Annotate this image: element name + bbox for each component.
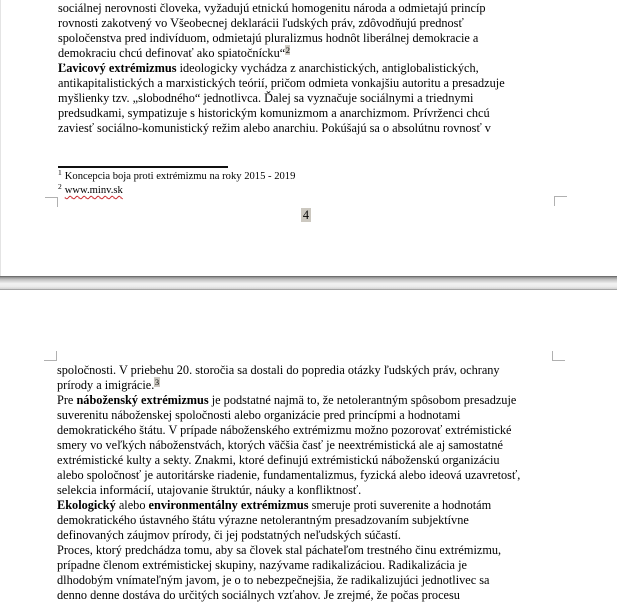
text-segment: demokratického štátu. V prípade náboženského extrémizmu možno pozorovať extrémistické (57, 423, 512, 437)
page2-body-text[interactable] (57, 363, 520, 603)
text-segment: selekcia informácií, utajovanie štruktúr, náuky a konfliktnosť. (57, 483, 362, 497)
text-line[interactable] (58, 1, 505, 16)
text-line[interactable] (57, 363, 520, 378)
text-line[interactable] (57, 423, 520, 438)
text-segment: denno denne dostáva do určitých sociálnych vzťahov. Je zrejmé, že počas procesu (57, 588, 460, 602)
text-segment: alebo spoločnosť je autoritárske riadenie, fundamentalizmus, fyzická alebo ideová uzavretosť, (57, 468, 521, 482)
text-boundary-corner-icon (554, 196, 567, 206)
text-line[interactable] (57, 393, 520, 408)
footnote-line[interactable] (58, 181, 295, 198)
page-number-field[interactable]: 4 (302, 208, 310, 222)
text-segment: Ľavicový extrémizmus (58, 61, 177, 75)
text-line[interactable] (57, 408, 520, 423)
footnote-reference[interactable]: 3 (154, 377, 160, 387)
text-line[interactable] (57, 558, 520, 573)
text-segment: environmentálny extrémizmus (148, 498, 309, 512)
text-line[interactable] (58, 76, 505, 91)
text-line[interactable] (58, 106, 505, 121)
text-line[interactable] (58, 121, 505, 136)
text-segment: myšlienky tzv. „slobodného“ jednotlivca. Ďalej sa vyznačuje sociálnymi a triednymi (58, 91, 474, 105)
footnote-reference[interactable]: 2 (285, 45, 290, 55)
text-line[interactable] (57, 528, 520, 543)
text-segment: alebo (115, 498, 149, 512)
page1-body-text[interactable] (58, 1, 505, 136)
page-2[interactable] (0, 290, 617, 602)
text-line[interactable] (57, 588, 520, 603)
text-segment: Ekologický (57, 498, 116, 512)
text-line[interactable] (57, 438, 520, 453)
text-line[interactable] (58, 61, 505, 76)
text-segment: prírody a imigrácie. (57, 378, 155, 392)
text-line[interactable] (58, 46, 505, 61)
footnote-area[interactable] (58, 170, 295, 198)
text-line[interactable] (57, 378, 520, 393)
footnote-separator-line (58, 166, 228, 168)
text-line[interactable] (58, 91, 505, 106)
text-segment: demokratického ústavného štátu výrazne netolerantným presadzovaním subjektívne (57, 513, 469, 527)
text-boundary-corner-icon (44, 351, 57, 361)
text-segment: náboženský extrémizmus (76, 393, 209, 407)
text-segment: suverenitu náboženskej spoločnosti alebo organizácie pred princípmi a hodnotami (57, 408, 461, 422)
page-1[interactable] (0, 0, 617, 276)
text-segment: spoločnosti. V priebehu 20. storočia sa dostali do popredia otázky ľudských práv, ochrany (57, 363, 500, 377)
text-line[interactable] (57, 498, 520, 513)
text-line[interactable] (58, 31, 505, 46)
text-segment: Pre (57, 393, 77, 407)
text-segment: demokraciu chcú definovať ako spiatočnícku“ (58, 46, 286, 60)
text-line[interactable] (57, 468, 520, 483)
text-line[interactable] (58, 16, 505, 31)
text-line[interactable] (57, 483, 520, 498)
footnote-marker: 2 (58, 181, 62, 191)
text-segment: je podstatné najmä to, že netolerantným spôsobom presadzuje (208, 393, 517, 407)
text-segment: definovaných záujmov prírody, či jej podstatných neľudských súčastí. (57, 528, 401, 542)
text-segment: antikapitalistických a marxistických teórií, pričom odmieta vonkajšiu autoritu a presadzuje (58, 76, 505, 90)
text-segment: Proces, ktorý predchádza tomu, aby sa človek stal páchateľom trestného činu extrémizmu, (57, 543, 502, 557)
text-segment: smery vo veľkých náboženstvách, ktorých väčšia časť je neextrémistická ale aj samostatné (57, 438, 503, 452)
text-segment: smeruje proti suverenite a hodnotám (308, 498, 492, 512)
text-segment: Koncepcia boja proti extrémizmu na roky 2015 - 2019 (64, 171, 296, 182)
text-segment: predsudkami, sympatizuje s historickým komunizmom a anarchizmom. Prívrženci chcú (58, 106, 490, 120)
text-segment: sociálnej nerovnosti človeka, vyžadujú etnickú homogenitu národa a odmietajú princíp (58, 1, 486, 15)
text-segment: prípadne členom extrémistickej skupiny, nazývame radikalizáciou. Radikalizácia je (57, 558, 467, 572)
text-segment: dlhodobým vnímateľným javom, je o to nebezpečnejšia, že radikalizujúci jednotlivec sa (57, 573, 490, 587)
spellchecked-text: www.minv.sk (64, 184, 123, 196)
text-line[interactable] (57, 543, 520, 558)
text-boundary-corner-icon (45, 197, 58, 207)
text-line[interactable] (57, 513, 520, 528)
text-boundary-corner-icon (552, 351, 565, 361)
text-line[interactable] (57, 453, 520, 468)
page-separator-band (0, 276, 617, 290)
text-segment: rovnosti zakotvený vo Všeobecnej deklarácii ľudských práv, zdôvodňujú prednosť (58, 16, 464, 30)
page-footer (58, 208, 554, 223)
text-segment: extrémistické kulty a sekty. Znakmi, ktoré definujú extrémistickú náboženskú organizáciu (57, 453, 500, 467)
text-segment: zaviesť sociálno-komunistický režim alebo anarchiu. Pokúšajú sa o absolútnu rovnosť v (58, 121, 491, 135)
footnote-line[interactable] (58, 170, 295, 184)
text-segment: spoločenstva pred indivíduom, odmietajú pluralizmus hodnôt liberálnej demokracie a (58, 31, 479, 45)
text-line[interactable] (57, 573, 520, 588)
text-segment: ideologicky vychádza z anarchistických, antiglobalistických, (176, 61, 479, 75)
footnote-marker: 1 (58, 168, 62, 177)
